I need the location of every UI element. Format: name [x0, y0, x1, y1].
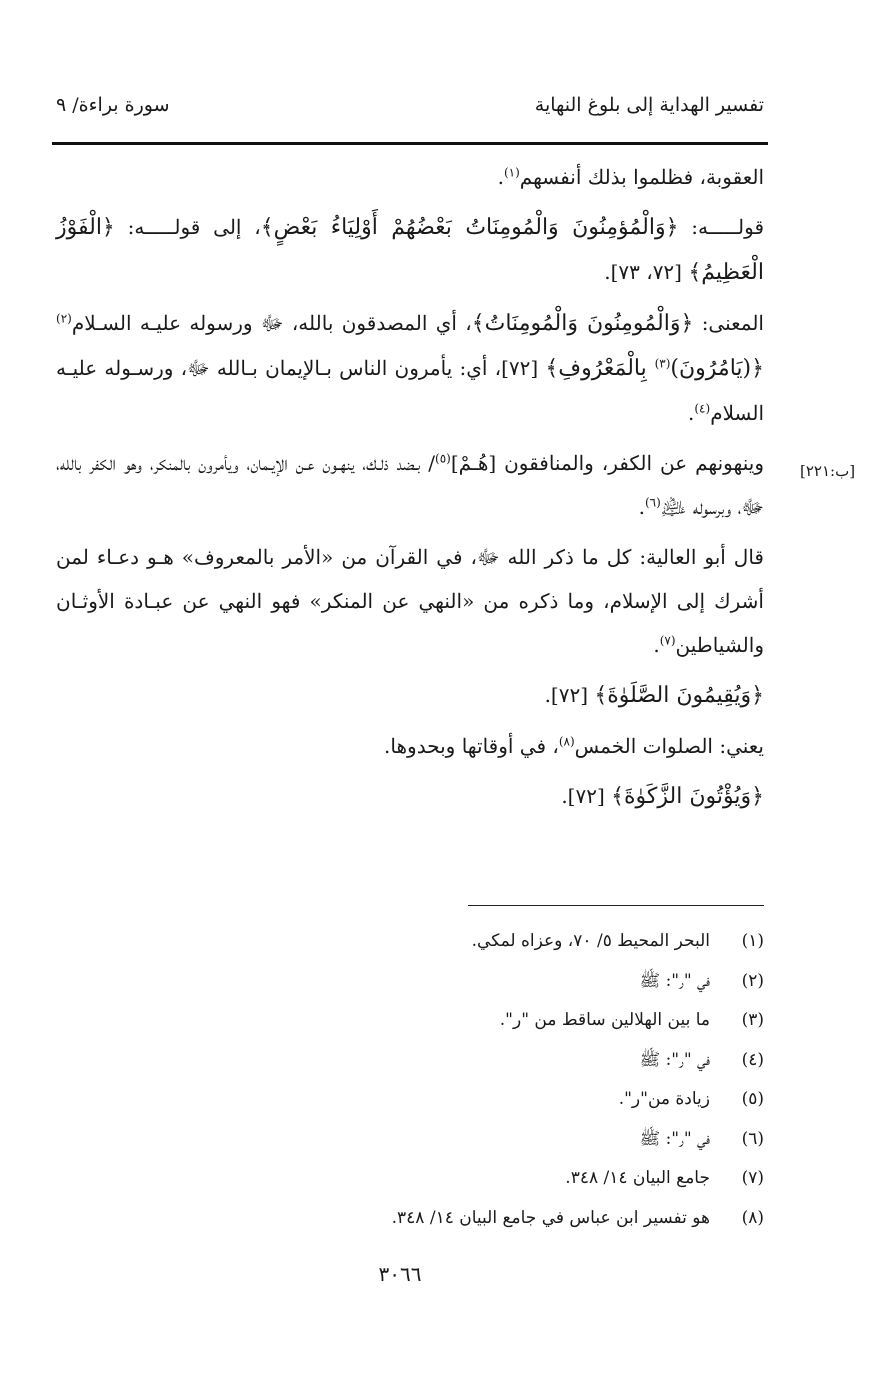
- footnote-text: البحر المحيط ٥/ ٧٠، وعزاه لمكي.: [471, 931, 710, 951]
- footnote-item: [56, 1044, 764, 1084]
- quran-verse: بِالْمَعْرُوفِ﴾: [545, 356, 655, 381]
- footnote-ref-5: (٥): [435, 451, 451, 466]
- header-divider: [52, 142, 768, 145]
- footnote-number: (٣): [741, 1010, 764, 1030]
- footnote-ref-4: (٤): [694, 401, 711, 416]
- footnote-item: [56, 1162, 764, 1202]
- footnote-number: (١): [741, 931, 764, 951]
- footnote-ref-1: (١): [503, 165, 520, 180]
- quran-verse: ﴿وَيُقِيمُونَ الصَّلَوٰةَ﴾: [594, 683, 764, 708]
- paragraph-2: قولـــــه: ﴿وَالْمُؤمِنُونَ وَالْمُومِنَاتُ بَعْضُهُمْ أَوْلِيَاءُ بَعْضٍ﴾، إلى قولـــــه: ﴿الْفَوْزُ الْعَظِيمُ﴾ [٧٢، ٧٣].: [56, 215, 765, 285]
- footnote-number: (٧): [741, 1168, 764, 1188]
- footnote-ref-2: (٢): [56, 311, 72, 326]
- quran-verse: ﴿وَالْمُومِنُونَ وَالْمُومِنَاتُ﴾: [471, 311, 694, 336]
- footnote-text: زيادة من"ر".: [618, 1089, 710, 1109]
- footnote-item: [56, 925, 764, 965]
- manuscript-folio-marker: [ب:٢٢١]: [800, 462, 856, 480]
- paragraph-7: يعني: الصلوات الخمس$^{(٨)}$، في أوقاتها وبحدوها.: [384, 734, 764, 758]
- footnote-item: [56, 965, 764, 1005]
- paragraph-5: قال أبو العالية: كل ما ذكر الله ﷻ، في القرآن من «الأمر بالمعروف» هـو دعـاء لمن أشرك إلى الإسلام، وما ذكره من «النهي عن المنكر» فهو النهي عن عبـادة الأوثـان والشياطين$^{(٧)}$.: [56, 545, 764, 657]
- footnote-item: [56, 1083, 764, 1123]
- footnote-divider: [468, 905, 764, 906]
- running-header: [56, 94, 764, 130]
- quran-verse: ﴿(يَامُرُونَ): [670, 356, 764, 381]
- book-title: تفسير الهداية إلى بلوغ النهاية: [534, 94, 764, 116]
- paragraph-3: المعنى: ﴿وَالْمُومِنُونَ وَالْمُومِنَاتُ﴾، أي المصدقون بالله، ﷻ ورسوله عليـه السـلام$^{(٢)}$ ﴿(يَامُرُونَ)$^{(٣)}$ بِالْمَعْرُوفِ﴾ [٧٢]، أي: يأمرون الناس بـالإيمان بـالله ﷻ، ورسـوله عليـه السلام$^{(٤)}$.: [56, 311, 764, 425]
- footnote-item: [56, 1004, 764, 1044]
- footnotes-list: [56, 925, 764, 1241]
- footnote-number: (٥): [741, 1089, 764, 1109]
- paragraph-8: ﴿وَيُؤْتُونَ الزَّكَوٰةَ﴾ [٧٢].: [561, 784, 764, 809]
- paragraph-6: ﴿وَيُقِيمُونَ الصَّلَوٰةَ﴾ [٧٢].: [544, 683, 764, 708]
- main-text: [56, 155, 764, 825]
- footnote-ref-6: (٦): [644, 495, 661, 510]
- page-number: ٣٠٦٦: [378, 1262, 422, 1286]
- footnote-text: في "ر": ﷺ: [639, 1128, 710, 1149]
- footnote-number: (٢): [741, 970, 764, 991]
- footnote-item: [56, 1202, 764, 1242]
- paragraph-4: وينهونهم عن الكفر، والمنافقون [هُـمْ]$^{(٥)}$/ بـضد ذلـك، ينهـون عـن الإيـمان، ويأمرون بالمنكر، وهو الكفر بالله، ﷻ، وبرسوله ﵇$^{(٦)}$.: [56, 451, 764, 519]
- quran-verse: ﴿وَيُؤْتُونَ الزَّكَوٰةَ﴾: [611, 784, 764, 809]
- surah-label: سورة براءة/ ٩: [56, 94, 170, 116]
- footnote-text: جامع البيان ١٤/ ٣٤٨.: [565, 1168, 710, 1188]
- footnote-ref-8: (٨): [558, 734, 575, 749]
- quran-verse: ﴿الْفَوْزُ الْعَظِيمُ﴾: [56, 215, 764, 285]
- footnote-number: (٦): [741, 1128, 764, 1149]
- footnote-item: [56, 1123, 764, 1163]
- footnote-text: في "ر": ﷺ: [639, 1049, 710, 1070]
- footnote-text: ما بين الهلالين ساقط من "ر".: [499, 1010, 710, 1030]
- footnote-number: (٨): [741, 1207, 764, 1228]
- footnote-ref-7: (٧): [659, 633, 676, 648]
- paragraph-1: العقوبة، فظلموا بذلك أنفسهم$^{(١)}$.: [497, 165, 764, 189]
- footnote-text: هو تفسير ابن عباس في جامع البيان ١٤/ ٣٤٨.: [391, 1207, 710, 1228]
- footnote-text: في "ر": ﷺ: [639, 970, 710, 991]
- quran-verse: ﴿وَالْمُؤمِنُونَ وَالْمُومِنَاتُ بَعْضُهُمْ أَوْلِيَاءُ بَعْضٍ﴾: [260, 215, 679, 240]
- footnote-number: (٤): [741, 1049, 764, 1070]
- footnote-ref-3: (٣): [654, 356, 671, 371]
